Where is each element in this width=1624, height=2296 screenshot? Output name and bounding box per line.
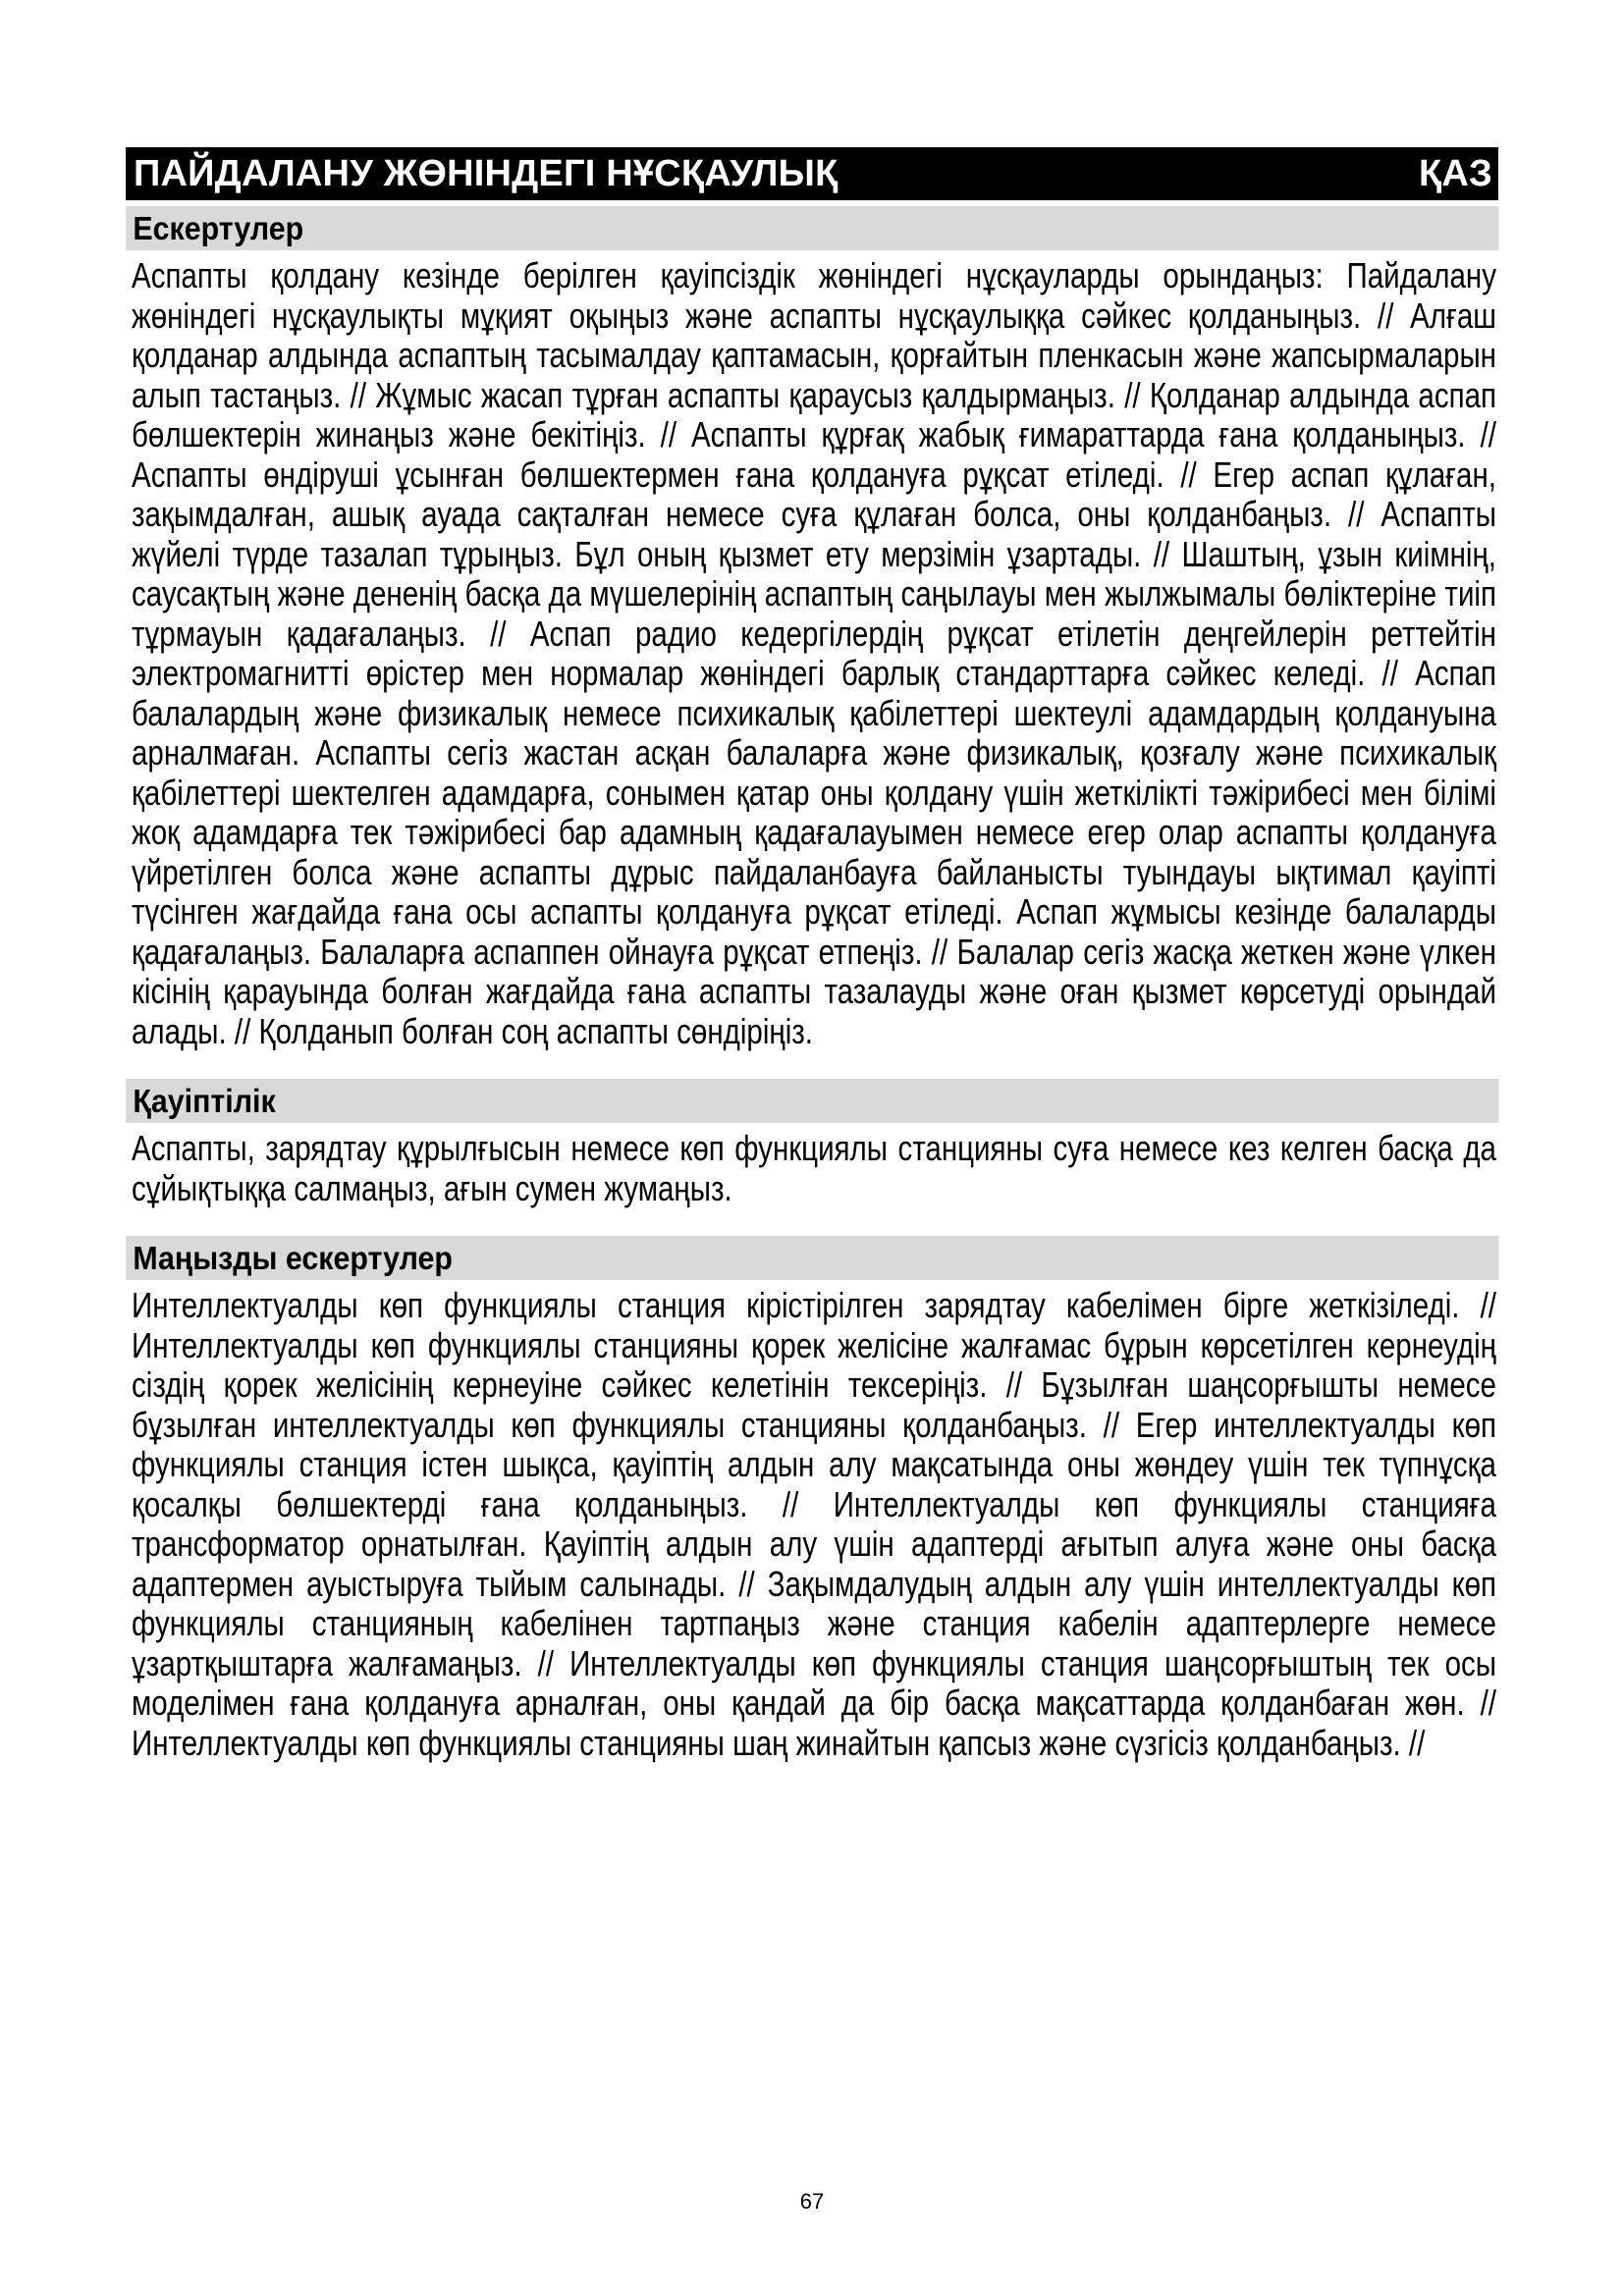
- page-number: 67: [799, 2189, 825, 2214]
- title-bar: [126, 147, 1498, 200]
- page-title: ПАЙДАЛАНУ ЖӨНІНДЕГІ НҰСҚАУЛЫҚ: [134, 152, 839, 194]
- section-heading-important: Маңызды ескертулер: [126, 1236, 1498, 1280]
- section-heading-danger: Қауіптілік: [126, 1079, 1498, 1123]
- manual-page: [126, 147, 1498, 1763]
- section-heading-warnings: Ескертулер: [126, 206, 1498, 250]
- section-text-warnings: [132, 256, 1496, 1051]
- section-text-warnings-content: Аспапты қолдану кезінде берілген қауіпсіздік жөніндегі нұсқауларды орындаңыз: Пайдалану жөніндегі нұсқаулықты мұқият оқыңыз және аспапты нұсқаулыққа сәйкес қолданыңыз. // Алғаш қолданар алдында аспаптың тасымалдау қаптамасын, қорғайтын пленкасын және жапсырмаларын алып тастаңыз. // Жұмыс жасап тұрған аспапты қараусыз қалдырмаңыз. // Қолданар алдында аспап бөлшектерін жинаңыз және бекітіңіз. // Аспапты құрғақ жабық ғимараттарда ғана қолданыңыз. // Аспапты өндіруші ұсынған бөлшектермен ғана қолдануға рұқсат етіледі. // Егер аспап құлаған, зақымдалған, ашық ауада сақталған немесе суға құлаған болса, оны қолданбаңыз. // Аспапты жүйелі түрде тазалап тұрыңыз. Бұл оның қызмет ету мерзімін ұзартады. // Шаштың, ұзын киімнің, саусақтың және дененің басқа да мүшелерінің аспаптың саңылауы мен жылжымалы бөліктеріне тиіп тұрмауын қадағалаңыз. // Аспап радио кедергілердің рұқсат етілетін деңгейлерін реттейтін электромагнитті өрістер мен нормалар жөніндегі барлық стандарттарға сәйкес келеді. // Аспап балалардың және физикалық немесе психикалық қабілеттері шектеулі адамдардың қолдануына арналмаған. Аспапты сегіз жастан асқан балаларға және физикалық, қозғалу және психикалық қабілеттері шектелген адамдарға, сонымен қатар оны қолдану үшін жеткілікті тәжірибесі мен білімі жоқ адамдарға тек тәжірибесі бар адамның қадағалауымен немесе егер олар аспапты қолдануға үйретілген болса және аспапты дұрыс пайдаланбауға байланысты туындауы ықтимал қауіпті түсінген жағдайда ғана осы аспапты қолдануға рұқсат етіледі. Аспап жұмысы кезінде балаларды қадағалаңыз. Балаларға аспаппен ойнауға рұқсат етпеңіз. // Балалар сегіз жасқа жеткен және үлкен кісінің қарауында болған жағдайда ғана аспапты тазалауды және оған қызмет көрсетуді орындай алады. // Қолданып болған соң аспапты сөндіріңіз.: [132, 255, 1496, 1051]
- section-text-danger-content: Аспапты, зарядтау құрылғысын немесе көп функциялы станцияны суға немесе кез келген басқа да сұйықтыққа салмаңыз, ағын сумен жумаңыз.: [132, 1128, 1496, 1208]
- section-text-important: [132, 1286, 1496, 1763]
- section-text-danger: [132, 1129, 1496, 1208]
- section-text-important-content: Интеллектуалды көп функциялы станция кірістірілген зарядтау кабелімен бірге жеткізіледі. // Интеллектуалды көп функциялы станцияны қорек желісіне жалғамас бұрын көрсетілген кернеудің сіздің қорек желісінің кернеуіне сәйкес келетінін тексеріңіз. // Бұзылған шаңсорғышты немесе бұзылған интеллектуалды көп функциялы станцияны қолданбаңыз. // Егер интеллектуалды көп функциялы станция істен шықса, қауіптің алдын алу мақсатында оны жөндеу үшін тек түпнұсқа қосалқы бөлшектерді ғана қолданыңыз. // Интеллектуалды көп функциялы станцияға трансформатор орнатылған. Қауіптің алдын алу үшін адаптерді ағытып алуға және оны басқа адаптермен ауыстыруға тыйым салынады. // Зақымдалудың алдын алу үшін интеллектуалды көп функциялы станцияның кабелінен тартпаңыз және станция кабелін адаптерлерге немесе ұзартқыштарға жалғамаңыз. // Интеллектуалды көп функциялы станция шаңсорғыштың тек осы моделімен ғана қолдануға арналған, оны қандай да бір басқа мақсаттарда қолданбаған жөн. // Интеллектуалды көп функциялы станцияны шаң жинайтын қапсыз және сүзгісіз қолданбаңыз. //: [132, 1285, 1496, 1763]
- language-code: ҚАЗ: [1418, 152, 1492, 194]
